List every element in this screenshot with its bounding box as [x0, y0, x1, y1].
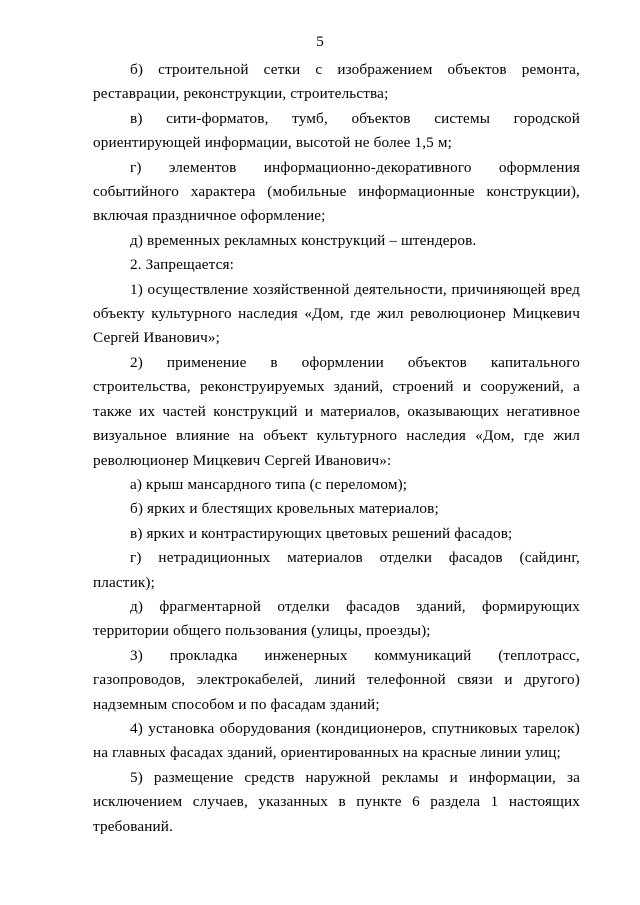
paragraph-4-equipment: 4) установка оборудования (кондиционеров, спутниковых тарелок) на главных фасадах зданий, ориентированных на красные линии улиц; [93, 719, 580, 762]
paragraph-3-utilities: 3) прокладка инженерных коммуникаций (теплотрасс, газопроводов, электрокабелей, линий телефонной связи и другого) надземным способом и по фасадам зданий; [93, 646, 580, 713]
paragraph-d-temporary-ads: д) временных рекламных конструкций – штендеров. [130, 231, 477, 249]
paragraph-g-facade-materials: г) нетрадиционных материалов отделки фасадов (сайдинг, пластик); [93, 549, 580, 591]
paragraph-b-roof-materials: б) ярких и блестящих кровельных материалов; [130, 500, 439, 518]
page-number: 5 [316, 33, 324, 50]
paragraph-g-decorative-elements: г) элементов информационно-декоративного оформления событийного характера (мобильные информационные конструкции), включая праздничное оформление; [93, 158, 580, 225]
paragraph-a-mansard-roofs: а) крыш мансардного типа (с переломом); [130, 475, 408, 493]
paragraph-v-city-formats: в) сити-форматов, тумб, объектов системы городской ориентирующей информации, высотой не более 1,5 м; [93, 109, 580, 152]
paragraph-1-economic-activity: 1) осуществление хозяйственной деятельности, причиняющей вред объекту культурного наследия «Дом, где жил революционер Мицкевич Сергей Иванович»; [93, 280, 580, 347]
paragraph-v-facade-colors: в) ярких и контрастирующих цветовых решений фасадов; [130, 524, 513, 542]
paragraph-2-materials: 2) применение в оформлении объектов капитального строительства, реконструируемых зданий, строений и сооружений, а также их частей конструкций и материалов, оказывающих негативное визуальное влияние на объект культурного наследия «Дом, где жил революционер Мицкевич Сергей Иванович»: [93, 353, 580, 469]
document-body [93, 58, 580, 839]
section-prohibited-heading: 2. Запрещается: [130, 256, 234, 274]
paragraph-5-advertising: 5) размещение средств наружной рекламы и информации, за исключением случаев, указанных в пункте 6 раздела 1 настоящих требований. [93, 768, 580, 835]
paragraph-d-fragmentary-finish: д) фрагментарной отделки фасадов зданий, формирующих территории общего пользования (улицы, проезды); [93, 597, 580, 640]
paragraph-b-construction-mesh: б) строительной сетки с изображением объектов ремонта, реставрации, реконструкции, строительства; [93, 61, 580, 103]
